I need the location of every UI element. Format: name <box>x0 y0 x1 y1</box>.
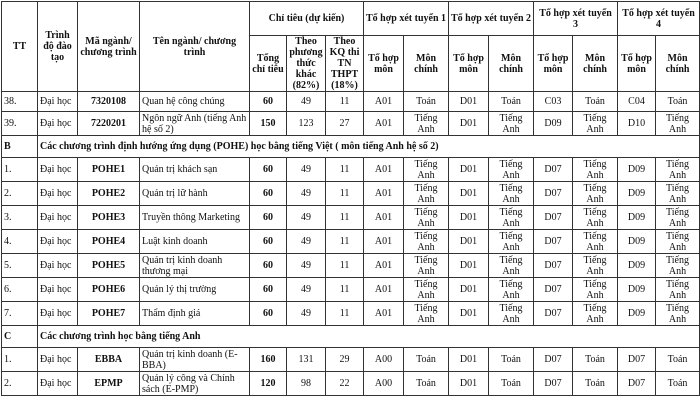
header-row-1 <box>2 2 700 36</box>
cell-combo-3: D07 <box>534 230 573 254</box>
cell-tt: 38. <box>2 92 38 112</box>
cell-combo-1: A00 <box>364 372 404 396</box>
cell-tt: 3. <box>2 206 38 230</box>
section-a-rows <box>2 92 700 136</box>
header-main-sub-3: Môn chính <box>573 36 618 92</box>
cell-main-1: Tiếng Anh <box>404 302 449 326</box>
header-level: Trình độ đào tạo <box>38 2 78 92</box>
cell-tt: 5. <box>2 254 38 278</box>
cell-quota-total: 60 <box>250 206 287 230</box>
cell-quota-other: 131 <box>287 348 326 372</box>
cell-combo-2: D01 <box>449 206 489 230</box>
cell-quota-exam: 27 <box>326 112 364 136</box>
cell-main-3: Toán <box>573 372 618 396</box>
cell-combo-1: A01 <box>364 112 404 136</box>
cell-main-2: Toán <box>489 348 534 372</box>
cell-tt: 6. <box>2 278 38 302</box>
cell-main-2: Tiếng Anh <box>489 182 534 206</box>
cell-quota-other: 123 <box>287 112 326 136</box>
cell-main-1: Tiếng Anh <box>404 158 449 182</box>
cell-combo-2: D01 <box>449 230 489 254</box>
header-combo-1: Tổ hợp xét tuyển 1 <box>364 2 449 36</box>
cell-code: EBBA <box>78 348 140 372</box>
cell-combo-3: D07 <box>534 348 573 372</box>
cell-program-name: Ngôn ngữ Anh (tiếng Anh hệ số 2) <box>140 112 250 136</box>
cell-quota-total: 160 <box>250 348 287 372</box>
cell-main-2: Tiếng Anh <box>489 302 534 326</box>
cell-combo-1: A01 <box>364 182 404 206</box>
cell-quota-other: 49 <box>287 302 326 326</box>
cell-program-name: Quản trị lữ hành <box>140 182 250 206</box>
section-b <box>2 136 700 158</box>
cell-code: POHE7 <box>78 302 140 326</box>
cell-main-2: Tiếng Anh <box>489 230 534 254</box>
header-quota-exam: Theo KQ thi TN THPT (18%) <box>326 36 364 92</box>
cell-main-3: Tiếng Anh <box>573 278 618 302</box>
cell-main-2: Tiếng Anh <box>489 206 534 230</box>
header-combo-2: Tổ hợp xét tuyển 2 <box>449 2 534 36</box>
cell-code: POHE1 <box>78 158 140 182</box>
cell-combo-2: D01 <box>449 348 489 372</box>
cell-quota-other: 49 <box>287 254 326 278</box>
cell-main-2: Tiếng Anh <box>489 112 534 136</box>
header-quota-total: Tổng chỉ tiêu <box>250 36 287 92</box>
cell-combo-2: D01 <box>449 278 489 302</box>
cell-quota-total: 60 <box>250 254 287 278</box>
cell-tt: 1. <box>2 348 38 372</box>
cell-main-4: Tiếng Anh <box>656 230 700 254</box>
cell-combo-1: A01 <box>364 92 404 112</box>
cell-main-2: Toán <box>489 92 534 112</box>
cell-main-1: Tiếng Anh <box>404 112 449 136</box>
cell-program-name: Quản trị khách sạn <box>140 158 250 182</box>
cell-quota-total: 60 <box>250 230 287 254</box>
cell-level: Đại học <box>38 92 78 112</box>
header-code: Mã ngành/ chương trình <box>78 2 140 92</box>
cell-main-4: Tiếng Anh <box>656 206 700 230</box>
cell-main-3: Tiếng Anh <box>573 302 618 326</box>
cell-combo-4: D09 <box>618 182 656 206</box>
cell-combo-2: D01 <box>449 182 489 206</box>
header-tt: TT <box>2 2 38 92</box>
cell-combo-4: D07 <box>618 372 656 396</box>
cell-combo-2: D01 <box>449 302 489 326</box>
cell-combo-4: D09 <box>618 278 656 302</box>
cell-level: Đại học <box>38 372 78 396</box>
section-b-rows <box>2 158 700 326</box>
cell-combo-4: D09 <box>618 158 656 182</box>
cell-quota-exam: 11 <box>326 92 364 112</box>
cell-combo-2: D01 <box>449 158 489 182</box>
cell-combo-4: D09 <box>618 206 656 230</box>
cell-level: Đại học <box>38 254 78 278</box>
cell-main-3: Tiếng Anh <box>573 206 618 230</box>
header-name: Tên ngành/ chương trình <box>140 2 250 92</box>
cell-combo-3: D07 <box>534 206 573 230</box>
cell-combo-1: A00 <box>364 348 404 372</box>
cell-main-3: Tiếng Anh <box>573 230 618 254</box>
table-row <box>2 302 700 326</box>
cell-quota-total: 120 <box>250 372 287 396</box>
section-c-label: C <box>2 326 38 348</box>
cell-main-2: Toán <box>489 372 534 396</box>
cell-main-3: Tiếng Anh <box>573 182 618 206</box>
cell-level: Đại học <box>38 278 78 302</box>
cell-main-1: Tiếng Anh <box>404 254 449 278</box>
cell-combo-1: A01 <box>364 158 404 182</box>
cell-tt: 39. <box>2 112 38 136</box>
cell-quota-total: 60 <box>250 158 287 182</box>
cell-quota-other: 49 <box>287 92 326 112</box>
cell-combo-4: C04 <box>618 92 656 112</box>
section-b-header <box>2 136 700 158</box>
cell-main-4: Toán <box>656 348 700 372</box>
cell-level: Đại học <box>38 230 78 254</box>
cell-quota-total: 60 <box>250 278 287 302</box>
cell-combo-1: A01 <box>364 254 404 278</box>
cell-combo-2: D01 <box>449 112 489 136</box>
cell-code: POHE2 <box>78 182 140 206</box>
cell-quota-exam: 11 <box>326 206 364 230</box>
cell-program-name: Quản lý thị trường <box>140 278 250 302</box>
cell-quota-other: 49 <box>287 278 326 302</box>
header-main-sub-1: Môn chính <box>404 36 449 92</box>
cell-combo-4: D09 <box>618 230 656 254</box>
cell-main-1: Toán <box>404 92 449 112</box>
table-row <box>2 158 700 182</box>
header-combo-4: Tổ hợp xét tuyển 4 <box>618 2 700 36</box>
cell-combo-3: D09 <box>534 112 573 136</box>
section-c-rows <box>2 348 700 396</box>
cell-quota-total: 60 <box>250 182 287 206</box>
cell-code: 7220201 <box>78 112 140 136</box>
table-row <box>2 254 700 278</box>
table-row <box>2 278 700 302</box>
cell-tt: 2. <box>2 372 38 396</box>
cell-tt: 1. <box>2 158 38 182</box>
cell-combo-3: C03 <box>534 92 573 112</box>
admission-table <box>1 1 700 396</box>
cell-quota-other: 49 <box>287 182 326 206</box>
cell-level: Đại học <box>38 112 78 136</box>
cell-quota-total: 60 <box>250 92 287 112</box>
cell-program-name: Quản lý công và Chính sách (E-PMP) <box>140 372 250 396</box>
cell-main-3: Tiếng Anh <box>573 254 618 278</box>
cell-quota-exam: 22 <box>326 372 364 396</box>
cell-combo-3: D07 <box>534 302 573 326</box>
cell-combo-3: D07 <box>534 182 573 206</box>
table-row <box>2 182 700 206</box>
cell-combo-1: A01 <box>364 278 404 302</box>
cell-main-1: Tiếng Anh <box>404 278 449 302</box>
cell-main-4: Toán <box>656 92 700 112</box>
cell-program-name: Thẩm định giá <box>140 302 250 326</box>
header-combo-sub-3: Tổ hợp môn <box>534 36 573 92</box>
cell-level: Đại học <box>38 158 78 182</box>
cell-quota-exam: 11 <box>326 302 364 326</box>
cell-main-4: Tiếng Anh <box>656 182 700 206</box>
cell-main-4: Toán <box>656 372 700 396</box>
cell-quota-other: 49 <box>287 158 326 182</box>
cell-main-1: Tiếng Anh <box>404 182 449 206</box>
cell-main-4: Tiếng Anh <box>656 158 700 182</box>
header-combo-sub-4: Tổ hợp môn <box>618 36 656 92</box>
cell-combo-4: D10 <box>618 112 656 136</box>
cell-quota-total: 150 <box>250 112 287 136</box>
header-quota: Chỉ tiêu (dự kiến) <box>250 2 364 36</box>
cell-main-3: Toán <box>573 92 618 112</box>
cell-level: Đại học <box>38 302 78 326</box>
cell-combo-1: A01 <box>364 230 404 254</box>
cell-main-2: Tiếng Anh <box>489 158 534 182</box>
cell-quota-exam: 29 <box>326 348 364 372</box>
cell-combo-3: D07 <box>534 278 573 302</box>
cell-quota-other: 49 <box>287 206 326 230</box>
cell-code: POHE5 <box>78 254 140 278</box>
section-c <box>2 326 700 348</box>
cell-code: 7320108 <box>78 92 140 112</box>
cell-program-name: Truyền thông Marketing <box>140 206 250 230</box>
cell-code: EPMP <box>78 372 140 396</box>
cell-level: Đại học <box>38 206 78 230</box>
cell-combo-2: D01 <box>449 92 489 112</box>
cell-quota-exam: 11 <box>326 158 364 182</box>
cell-tt: 4. <box>2 230 38 254</box>
cell-combo-4: D07 <box>618 348 656 372</box>
cell-main-2: Tiếng Anh <box>489 278 534 302</box>
cell-program-name: Luật kinh doanh <box>140 230 250 254</box>
cell-main-3: Toán <box>573 348 618 372</box>
table-row <box>2 348 700 372</box>
table-row <box>2 112 700 136</box>
cell-combo-3: D07 <box>534 372 573 396</box>
cell-quota-exam: 11 <box>326 230 364 254</box>
cell-level: Đại học <box>38 348 78 372</box>
table-row <box>2 206 700 230</box>
cell-main-1: Tiếng Anh <box>404 230 449 254</box>
table-row <box>2 372 700 396</box>
cell-combo-3: D07 <box>534 254 573 278</box>
cell-program-name: Quản trị kinh doanh (E-BBA) <box>140 348 250 372</box>
header-main-sub-4: Môn chính <box>656 36 700 92</box>
header-combo-sub-1: Tổ hợp môn <box>364 36 404 92</box>
cell-combo-1: A01 <box>364 302 404 326</box>
cell-tt: 7. <box>2 302 38 326</box>
section-c-header <box>2 326 700 348</box>
cell-quota-exam: 11 <box>326 278 364 302</box>
cell-combo-1: A01 <box>364 206 404 230</box>
cell-combo-4: D09 <box>618 302 656 326</box>
cell-code: POHE3 <box>78 206 140 230</box>
cell-quota-exam: 11 <box>326 182 364 206</box>
section-b-title: Các chương trình định hướng ứng dụng (POHE) học bằng tiếng Việt ( môn tiếng Anh hệ số 2) <box>38 136 700 158</box>
cell-main-4: Tiếng Anh <box>656 302 700 326</box>
cell-main-1: Toán <box>404 372 449 396</box>
cell-program-name: Quản trị kinh doanh thương mại <box>140 254 250 278</box>
cell-combo-2: D01 <box>449 254 489 278</box>
cell-code: POHE6 <box>78 278 140 302</box>
cell-main-3: Tiếng Anh <box>573 158 618 182</box>
header-quota-other: Theo phương thức khác (82%) <box>287 36 326 92</box>
section-b-label: B <box>2 136 38 158</box>
cell-main-4: Tiếng Anh <box>656 278 700 302</box>
cell-code: POHE4 <box>78 230 140 254</box>
cell-combo-2: D01 <box>449 372 489 396</box>
header-combo-sub-2: Tổ hợp môn <box>449 36 489 92</box>
cell-main-1: Tiếng Anh <box>404 206 449 230</box>
cell-main-3: Tiếng Anh <box>573 112 618 136</box>
cell-program-name: Quan hệ công chúng <box>140 92 250 112</box>
cell-combo-3: D07 <box>534 158 573 182</box>
header-main-sub-2: Môn chính <box>489 36 534 92</box>
table-row <box>2 92 700 112</box>
cell-combo-4: D09 <box>618 254 656 278</box>
cell-tt: 2. <box>2 182 38 206</box>
cell-main-2: Tiếng Anh <box>489 254 534 278</box>
cell-main-4: Tiếng Anh <box>656 112 700 136</box>
table-row <box>2 230 700 254</box>
header-combo-3: Tổ hợp xét tuyển 3 <box>534 2 618 36</box>
cell-main-1: Toán <box>404 348 449 372</box>
cell-main-4: Tiếng Anh <box>656 254 700 278</box>
cell-quota-exam: 11 <box>326 254 364 278</box>
cell-quota-total: 60 <box>250 302 287 326</box>
cell-level: Đại học <box>38 182 78 206</box>
section-c-title: Các chương trình học bằng tiếng Anh <box>38 326 700 348</box>
cell-quota-other: 98 <box>287 372 326 396</box>
cell-quota-other: 49 <box>287 230 326 254</box>
